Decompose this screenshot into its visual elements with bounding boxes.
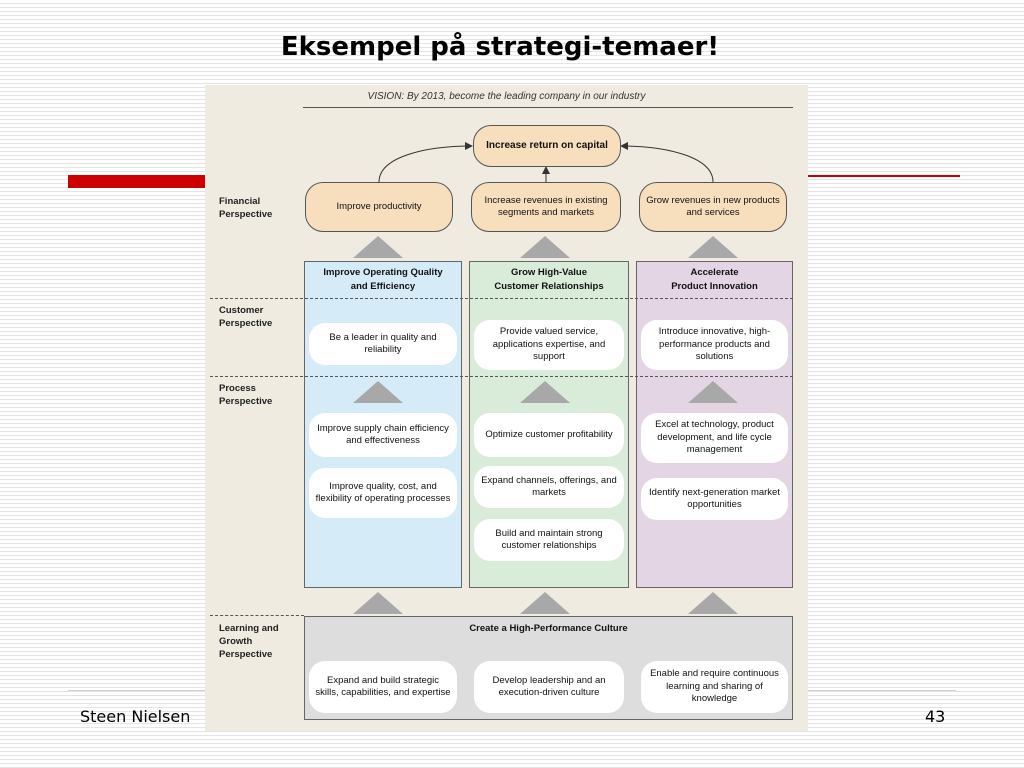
learning-objective: Enable and require continuous learning and sharing of knowledge (641, 661, 788, 713)
process-objective: Expand channels, offerings, and markets (474, 466, 624, 508)
learning-objective: Develop leadership and an execution-driven culture (474, 661, 624, 713)
learning-objective: Expand and build strategic skills, capabilities, and expertise (309, 661, 457, 713)
financial-goal-top: Increase return on capital (473, 125, 621, 167)
theme-title-line: and Efficiency (350, 281, 416, 292)
slide-title: Eksempel på strategi-temaer! (280, 32, 720, 62)
footer-author: Steen Nielsen (80, 707, 191, 726)
strategy-map-diagram (205, 85, 808, 731)
perspective-divider (210, 376, 793, 377)
page-number: 43 (925, 707, 946, 726)
triangle-up (353, 236, 403, 258)
process-perspective-label: Process Perspective (219, 383, 273, 407)
process-objective: Build and maintain strong customer relationships (474, 519, 624, 561)
theme-title-line: Improve Operating Quality (323, 267, 443, 278)
learning-perspective-label: Learning and Growth Perspective (219, 623, 279, 660)
triangle-up (688, 592, 738, 614)
theme-title-line: Accelerate (690, 267, 739, 278)
red-accent-line (806, 175, 960, 177)
financial-perspective-label: Financial Perspective (219, 196, 273, 220)
process-objective: Improve supply chain efficiency and effectiveness (309, 413, 457, 457)
triangle-up (353, 381, 403, 403)
triangle-up (353, 592, 403, 614)
triangle-up (520, 381, 570, 403)
vision-statement: VISION: By 2013, become the leading company in our industry (367, 91, 646, 102)
process-objective: Optimize customer profitability (474, 413, 624, 457)
financial-goal-left: Improve productivity (305, 182, 453, 232)
red-accent-bar (68, 175, 208, 188)
arrow-right-to-top (621, 146, 713, 182)
triangle-up (520, 592, 570, 614)
triangle-up (688, 236, 738, 258)
theme-title-line: Customer Relationships (494, 281, 604, 292)
financial-goal-right: Grow revenues in new products and services (639, 182, 787, 232)
theme-title-line: Product Innovation (671, 281, 758, 292)
theme-title-product-innovation (636, 266, 793, 294)
customer-perspective-label: Customer Perspective (219, 305, 273, 329)
financial-goal-middle: Increase revenues in existing segments and markets (471, 182, 621, 232)
triangle-up (520, 236, 570, 258)
perspective-divider (210, 615, 304, 616)
customer-objective: Provide valued service, applications expertise, and support (474, 320, 624, 370)
perspective-divider (210, 298, 793, 299)
learning-growth-title: Create a High-Performance Culture (469, 623, 628, 634)
process-objective: Improve quality, cost, and flexibility of operating processes (309, 468, 457, 518)
theme-title-operating-quality (304, 266, 462, 294)
theme-title-customer-relationships (469, 266, 629, 294)
customer-objective: Be a leader in quality and reliability (309, 323, 457, 365)
process-objective: Identify next-generation market opportunities (641, 478, 788, 520)
customer-objective: Introduce innovative, high-performance products and solutions (641, 320, 788, 370)
triangle-up (688, 381, 738, 403)
process-objective: Excel at technology, product development, and life cycle management (641, 413, 788, 463)
arrow-left-to-top (379, 146, 472, 182)
theme-title-line: Grow High-Value (510, 267, 587, 278)
